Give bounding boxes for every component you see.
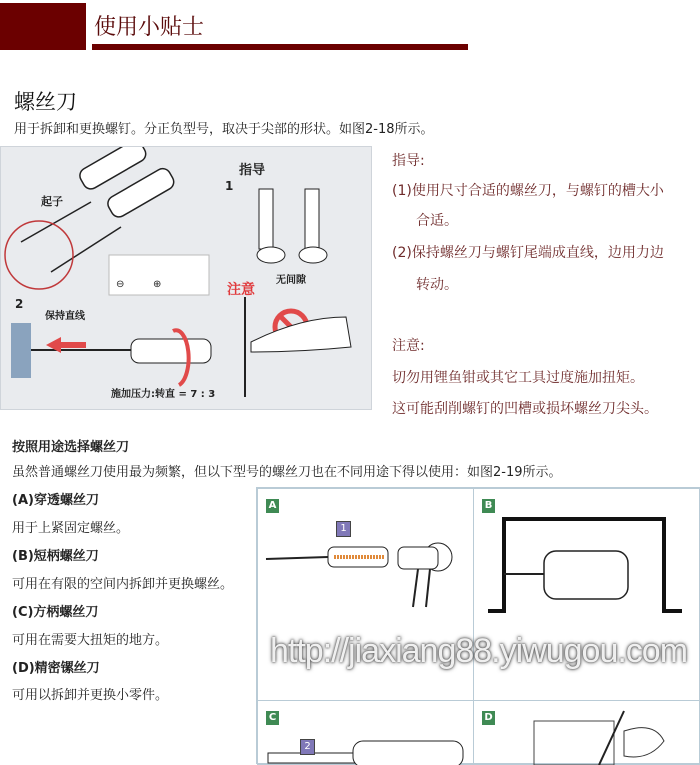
label-gap: 无间隙 (276, 275, 306, 286)
label-ratio: 施加压力:转直 = 7 : 3 (111, 389, 216, 400)
type-desc: 可用在有限的空间内拆卸并更换螺丝。 (12, 577, 234, 592)
guide-item-2: (2)保持螺丝刀与螺钉尾端成直线，边用力边 (392, 245, 664, 261)
callout-1: 1 (336, 521, 351, 537)
section2-sentence: 虽然普通螺丝刀使用最为频繁，但以下型号的螺丝刀也在不同用途下得以使用：如图2-19所示。 (12, 465, 562, 480)
guide-item-1: (1)使用尺寸合适的螺丝刀，与螺钉的槽大小 (392, 183, 664, 199)
panel-c (257, 700, 474, 765)
section-desc: 用于拆卸和更换螺钉。分正负型号，取决于尖部的形状。如图2-18所示。 (14, 122, 434, 137)
guide-title: 指导: (392, 153, 425, 169)
page-title: 使用小贴士 (94, 15, 205, 40)
label-qizi: 起子 (41, 195, 63, 208)
panel-label: C (266, 711, 279, 725)
square-shank-screwdriver-illustration (258, 701, 473, 765)
header-block (0, 3, 86, 50)
figure-2-18 (0, 146, 372, 410)
label-caution: 注意 (227, 282, 255, 298)
note-line-2: 这可能刮削螺钉的凹槽或损坏螺丝刀尖头。 (392, 401, 658, 417)
type-name: (B)短柄螺丝刀 (12, 549, 99, 564)
panel-label: D (482, 711, 495, 725)
note-title: 注意: (392, 338, 425, 354)
panel-d (473, 700, 700, 765)
plus-icon: ⊕ (153, 279, 162, 290)
section-title: 螺丝刀 (14, 90, 77, 114)
step-2: 2 (15, 297, 24, 311)
step-1: 1 (225, 179, 234, 193)
guide-item-1-cont: 合适。 (416, 213, 458, 229)
type-desc: 可用以拆卸并更换小零件。 (12, 688, 169, 703)
header-underline (92, 44, 468, 50)
minus-icon: ⊖ (116, 279, 125, 290)
panel-label: B (482, 499, 495, 513)
screwdriver-illustration (1, 147, 373, 411)
type-desc: 可用在需要大扭矩的地方。 (12, 633, 169, 648)
watermark: http://jiaxiang88.yiwugou.com (270, 632, 688, 670)
guide-item-2-cont: 转动。 (416, 277, 458, 293)
precision-screwdriver-illustration (474, 701, 700, 765)
label-straight: 保持直线 (45, 311, 85, 322)
panel-label: A (266, 499, 279, 513)
figure-2-19 (256, 487, 700, 764)
type-name: (D)精密镙丝刀 (12, 661, 100, 676)
label-guide: 指导 (239, 163, 266, 178)
type-desc: 用于上紧固定螺丝。 (12, 521, 130, 536)
section2-title: 按照用途选择螺丝刀 (12, 440, 130, 455)
type-name: (A)穿透螺丝刀 (12, 493, 99, 508)
note-line-1: 切勿用锂鱼钳或其它工具过度施加扭矩。 (392, 370, 644, 386)
callout-2: 2 (300, 739, 315, 755)
type-name: (C)方柄螺丝刀 (12, 605, 99, 620)
